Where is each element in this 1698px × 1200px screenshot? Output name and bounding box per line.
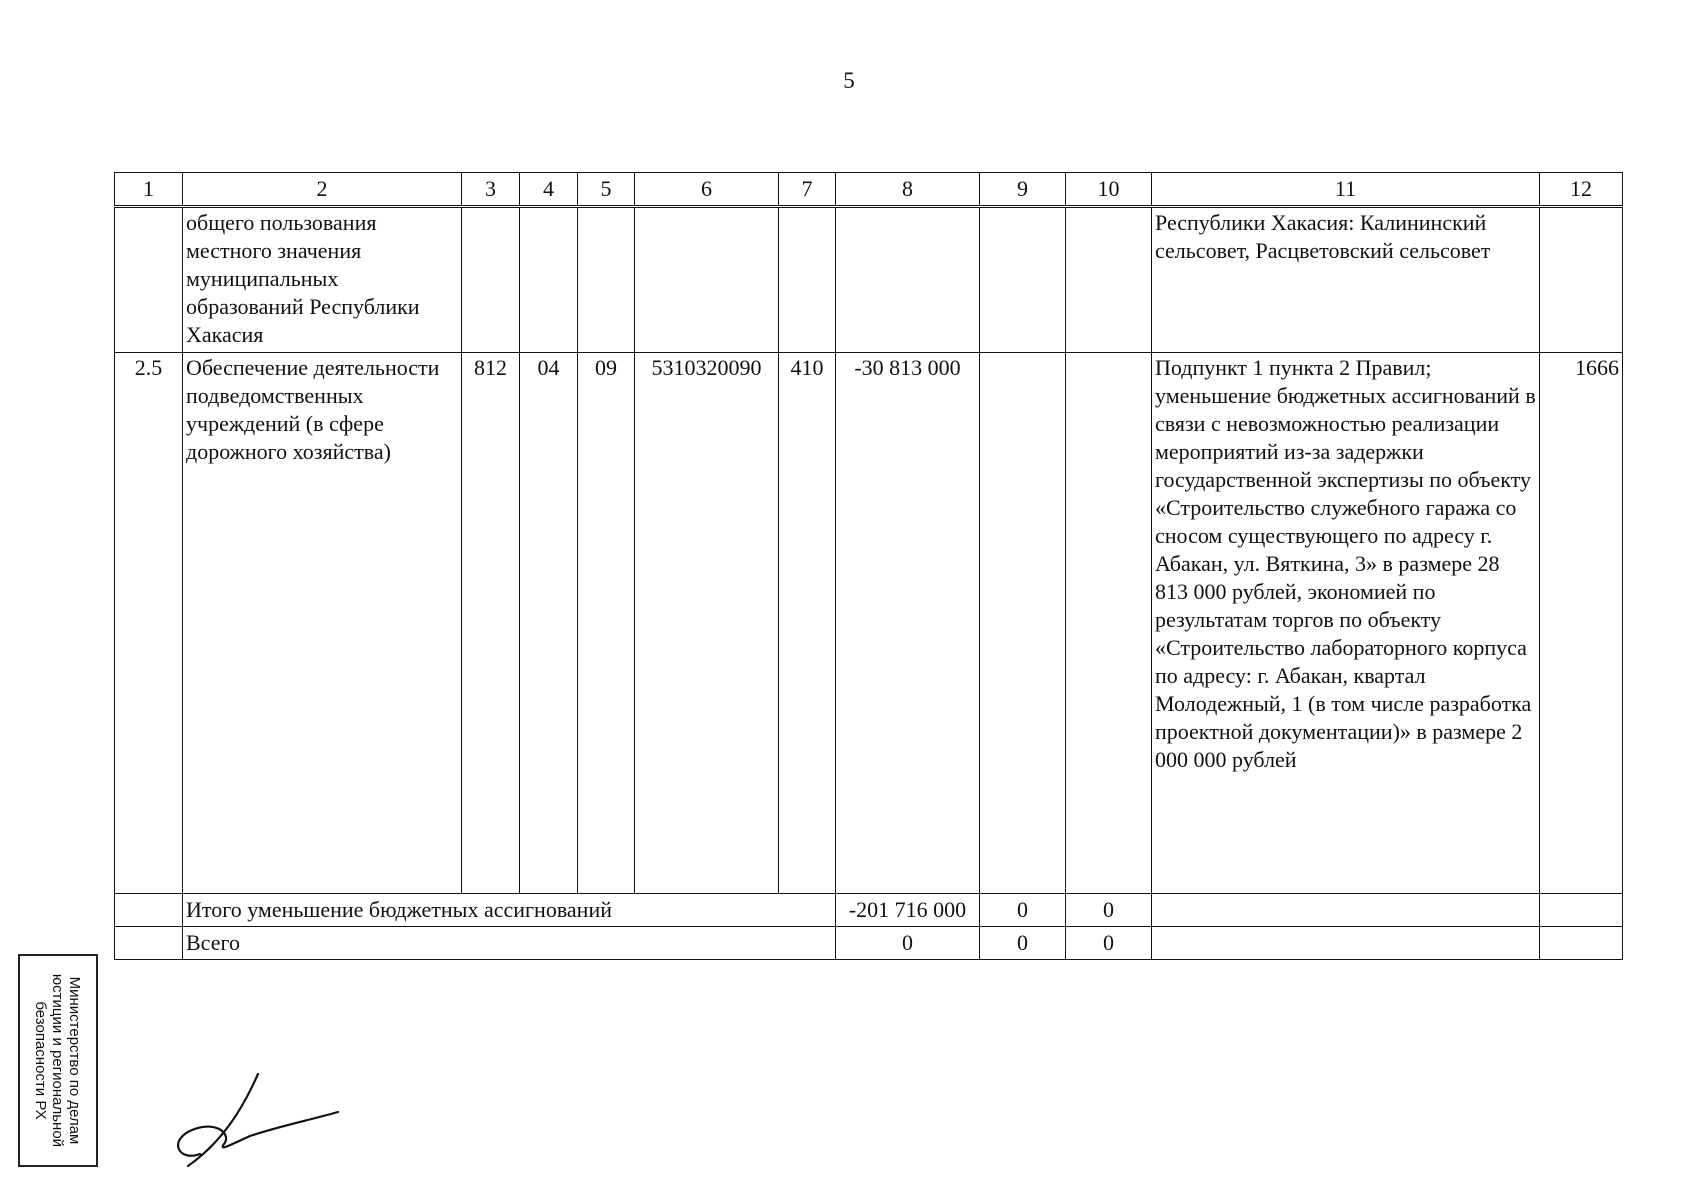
cell-empty bbox=[115, 207, 183, 353]
cell-empty bbox=[1540, 894, 1623, 927]
header-col-7: 7 bbox=[779, 173, 836, 207]
header-col-5: 5 bbox=[578, 173, 635, 207]
cell-empty bbox=[1066, 207, 1152, 353]
header-col-11: 11 bbox=[1152, 173, 1540, 207]
cell-empty bbox=[520, 207, 578, 353]
total-decrease-amount: -201 716 000 bbox=[836, 894, 980, 927]
cell-empty bbox=[115, 927, 183, 960]
cell-subsection-code: 09 bbox=[578, 353, 635, 894]
cell-row-number: 2.5 bbox=[115, 353, 183, 894]
cell-empty bbox=[578, 207, 635, 353]
header-col-9: 9 bbox=[980, 173, 1066, 207]
cell-expense-type: 410 bbox=[779, 353, 836, 894]
table-row-continuation bbox=[115, 207, 1623, 353]
cell-empty bbox=[1540, 207, 1623, 353]
total-decrease-amount-2: 0 bbox=[980, 894, 1066, 927]
header-col-2: 2 bbox=[183, 173, 462, 207]
header-col-10: 10 bbox=[1066, 173, 1152, 207]
cell-empty bbox=[115, 894, 183, 927]
stamp-line-3: безопасности РХ bbox=[32, 1001, 50, 1120]
header-col-1: 1 bbox=[115, 173, 183, 207]
header-col-4: 4 bbox=[520, 173, 578, 207]
cell-basis-continuation: Республики Хакасия: Калининский сельсовет, Расцветовский сельсовет bbox=[1152, 207, 1540, 353]
header-row bbox=[115, 173, 1623, 207]
cell-amount: -30 813 000 bbox=[836, 353, 980, 894]
table-row-total-decrease bbox=[115, 894, 1623, 927]
ministry-stamp bbox=[18, 954, 98, 1167]
total-decrease-amount-3: 0 bbox=[1066, 894, 1152, 927]
cell-empty bbox=[1152, 894, 1540, 927]
stamp-line-1: Министерство по делам bbox=[66, 976, 84, 1145]
cell-target-code: 5310320090 bbox=[635, 353, 779, 894]
grand-total-amount-2: 0 bbox=[980, 927, 1066, 960]
cell-empty bbox=[836, 207, 980, 353]
page-number: 5 bbox=[843, 68, 855, 93]
cell-code: 1666 bbox=[1540, 353, 1623, 894]
cell-empty bbox=[462, 207, 520, 353]
budget-table bbox=[114, 172, 1623, 960]
cell-name: Обеспечение деятельности подведомственных учреждений (в сфере дорожного хозяйства) bbox=[183, 353, 462, 894]
cell-section-code: 04 bbox=[520, 353, 578, 894]
signature-icon bbox=[170, 1070, 340, 1170]
cell-empty bbox=[1152, 927, 1540, 960]
table-row-grand-total bbox=[115, 927, 1623, 960]
cell-empty bbox=[1540, 927, 1623, 960]
stamp-text bbox=[20, 956, 96, 1165]
cell-name-continuation: общего пользования местного значения муниципальных образований Республики Хакасия bbox=[183, 207, 462, 353]
cell-basis: Подпункт 1 пункта 2 Правил; уменьшение бюджетных ассигнований в связи с невозможностью реализации мероприятий из-за задержки государственной экспертизы по объекту «Строительство служебного гаража со сносом существующего по адресу г. Абакан, ул. Вяткина, 3» в размере 28 813 000 рублей, экономией по результатам торгов по объекту «Строительство лабораторного корпуса по адресу: г. Абакан, квартал Молодежный, 1 (в том числе разработка проектной документации)» в размере 2 000 000 рублей bbox=[1152, 353, 1540, 894]
cell-amount-3 bbox=[1066, 353, 1152, 894]
header-col-6: 6 bbox=[635, 173, 779, 207]
total-decrease-label: Итого уменьшение бюджетных ассигнований bbox=[183, 894, 836, 927]
table-row-2-5 bbox=[115, 353, 1623, 894]
header-col-3: 3 bbox=[462, 173, 520, 207]
grand-total-amount-3: 0 bbox=[1066, 927, 1152, 960]
cell-ministry-code: 812 bbox=[462, 353, 520, 894]
grand-total-amount: 0 bbox=[836, 927, 980, 960]
header-col-12: 12 bbox=[1540, 173, 1623, 207]
cell-empty bbox=[980, 207, 1066, 353]
stamp-line-2: юстиции и региональной bbox=[49, 973, 67, 1148]
header-col-8: 8 bbox=[836, 173, 980, 207]
cell-empty bbox=[779, 207, 836, 353]
cell-empty bbox=[635, 207, 779, 353]
grand-total-label: Всего bbox=[183, 927, 836, 960]
cell-amount-2 bbox=[980, 353, 1066, 894]
